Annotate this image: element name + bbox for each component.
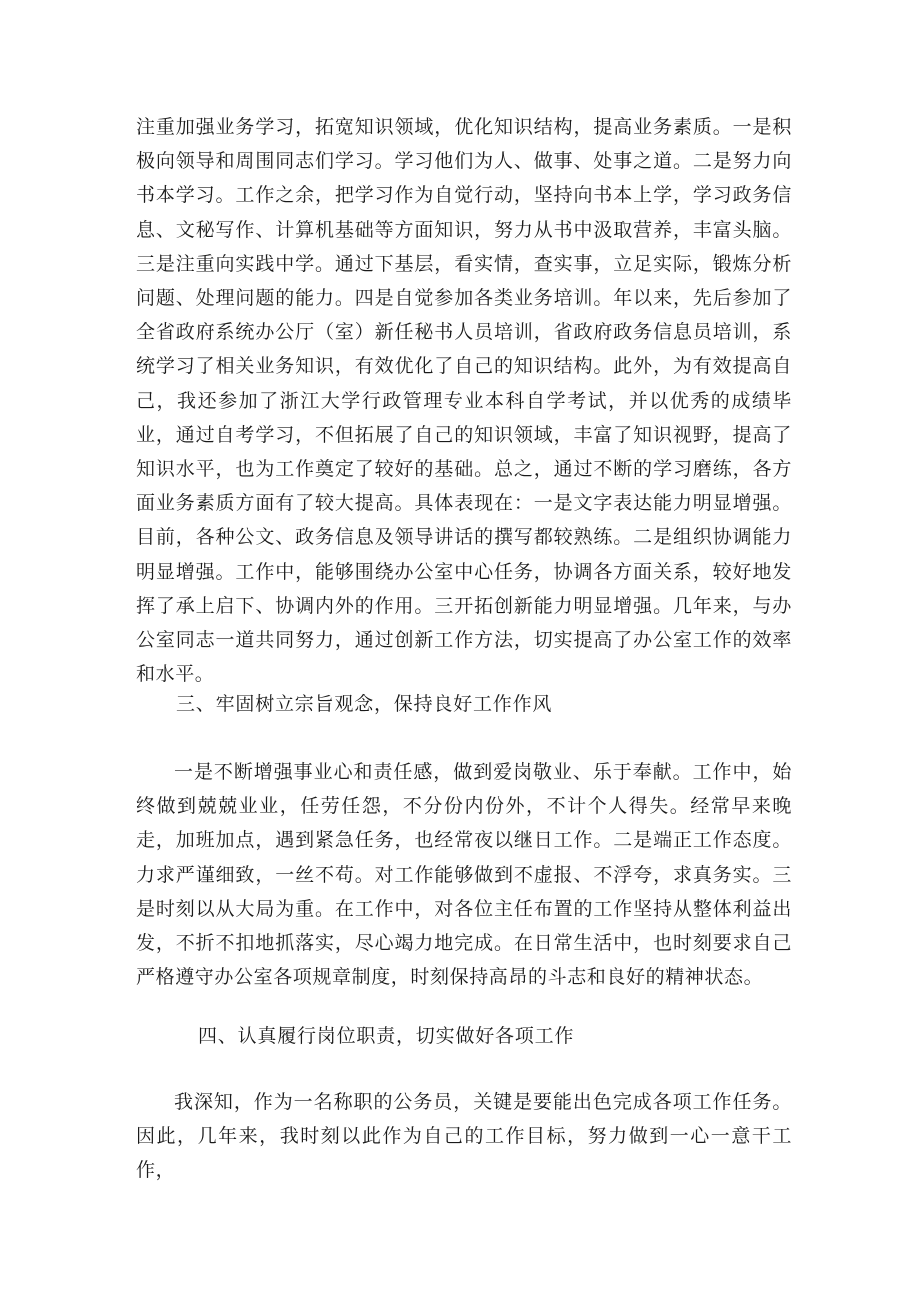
section-heading-four: 四、认真履行岗位职责，切实做好各项工作 bbox=[198, 1025, 575, 1047]
body-paragraph: 注重加强业务学习，拓宽知识领域，优化知识结构，提高业务素质。一是积极向领导和周围同志们学习。学习他们为人、做事、处事之道。二是努力向书本学习。工作之余，把学习作为自觉行动，坚持向书本上学，学习政务信息、文秘写作、计算机基础等方面知识，努力从书中汲取营养，丰富头脑。三是注重向实践中学。通过下基层，看实情，查实事，立足实际，锻炼分析问题、处理问题的能力。四是自觉参加各类业务培训。年以来，先后参加了全省政府系统办公厅（室）新任秘书人员培训，省政府政务信息员培训，系统学习了相关业务知识，有效优化了自己的知识结构。此外，为有效提高自己，我还参加了浙江大学行政管理专业本科自学考试，并以优秀的成绩毕业，通过自考学习，不但拓展了自己的知识领域，丰富了知识视野，提高了知识水平，也为工作奠定了较好的基础。总之，通过不断的学习磨练，各方面业务素质方面有了较大提高。具体表现在：一是文字表达能力明显增强。目前，各种公文、政务信息及领导讲话的撰写都较熟练。二是组织协调能力明显增强。工作中，能够围绕办公室中心任务，协调各方面关系，较好地发挥了承上启下、协调内外的作用。三开拓创新能力明显增强。几年来，与办公室同志一道共同努力，通过创新工作方法，切实提高了办公室工作的效率和水平。 bbox=[136, 116, 792, 686]
body-paragraph: 我深知，作为一名称职的公务员，关键是要能出色完成各项工作任务。因此，几年来，我时刻以此作为自己的工作目标，努力做到一心一意干工作， bbox=[136, 1091, 792, 1182]
body-paragraph: 一是不断增强事业心和责任感，做到爱岗敬业、乐于奉献。工作中，始终做到兢兢业业，任劳任怨，不分份内份外，不计个人得失。经常早来晚走，加班加点，遇到紧急任务，也经常夜以继日工作。二是端正工作态度。力求严谨细致，一丝不苟。对工作能够做到不虚报、不浮夸，求真务实。三是时刻以从大局为重。在工作中，对各位主任布置的工作坚持从整体利益出发，不折不扣地抓落实，尽心竭力地完成。在日常生活中，也时刻要求自己严格遵守办公室各项规章制度，时刻保持高昂的斗志和良好的精神状态。 bbox=[136, 761, 792, 989]
section-heading-three: 三、牢固树立宗旨观念，保持良好工作作风 bbox=[176, 693, 553, 715]
